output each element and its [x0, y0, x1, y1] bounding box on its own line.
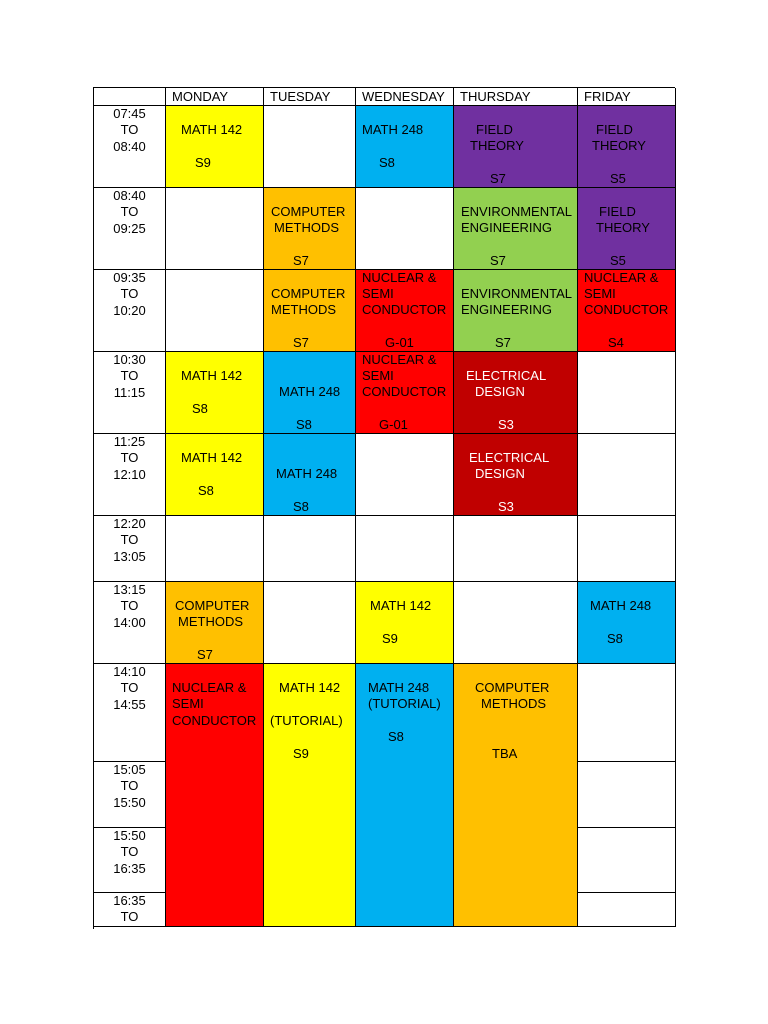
class-text: NUCLEAR &: [362, 270, 437, 285]
class-block: [454, 352, 578, 434]
class-text: SEMI: [172, 696, 204, 711]
class-block: [356, 270, 454, 352]
time-slot: [94, 762, 166, 828]
time-line: TO: [120, 598, 139, 614]
empty-slot: [356, 188, 454, 270]
class-block: [264, 270, 356, 352]
class-text: S8: [293, 499, 309, 514]
class-text: COMPUTER: [175, 598, 250, 613]
header-friday: FRIDAY: [578, 88, 676, 106]
class-text: MATH 142: [279, 680, 341, 695]
class-text: THEORY: [592, 138, 646, 153]
class-block: [454, 434, 578, 516]
time-line: 13:05: [113, 548, 146, 564]
time-line: 09:35: [113, 270, 146, 285]
empty-slot: [166, 270, 264, 352]
class-text: FIELD: [596, 122, 633, 137]
class-block: [454, 664, 578, 927]
empty-slot: [264, 582, 356, 664]
time-line: 12:20: [113, 516, 146, 531]
time-slot: [94, 582, 166, 664]
empty-slot: [356, 434, 454, 516]
time-slot: [94, 828, 166, 893]
class-text: CONDUCTOR: [362, 384, 447, 399]
class-text: FIELD: [599, 204, 636, 219]
class-text: NUCLEAR &: [584, 270, 659, 285]
time-line: 08:40: [113, 188, 146, 203]
class-text: METHODS: [481, 696, 546, 711]
class-text: S5: [610, 171, 626, 186]
class-text: S3: [498, 499, 514, 514]
time-slot: [94, 434, 166, 516]
class-block: [356, 106, 454, 188]
class-block: [454, 188, 578, 270]
class-text: S9: [195, 155, 211, 170]
time-line: 15:50: [113, 828, 146, 843]
class-text: ENVIRONMENTAL: [461, 204, 572, 219]
class-block: [578, 188, 676, 270]
class-text: ENGINEERING: [461, 220, 553, 235]
time-line: TO: [120, 286, 139, 302]
class-block: [166, 352, 264, 434]
header-corner: [94, 88, 166, 106]
header-thursday: THURSDAY: [454, 88, 578, 106]
class-block: [578, 582, 676, 664]
class-text: SEMI: [362, 286, 394, 301]
time-line: 13:15: [113, 582, 146, 597]
class-text: S9: [293, 746, 309, 761]
class-text: ELECTRICAL: [469, 450, 550, 465]
header-wednesday: WEDNESDAY: [356, 88, 454, 106]
time-line: 10:30: [113, 352, 146, 367]
time-slot: [94, 352, 166, 434]
class-text: THEORY: [596, 220, 650, 235]
class-text: NUCLEAR &: [172, 680, 247, 695]
class-text: S7: [495, 335, 511, 350]
class-block: [166, 106, 264, 188]
class-text: (TUTORIAL): [270, 713, 343, 728]
class-text: S8: [192, 401, 208, 416]
empty-slot: [578, 762, 676, 828]
class-text: METHODS: [178, 614, 243, 629]
empty-slot: [264, 106, 356, 188]
time-line: TO: [120, 909, 139, 925]
class-text: MATH 142: [181, 450, 243, 465]
empty-slot: [578, 828, 676, 893]
time-slot: [94, 106, 166, 188]
time-line: TO: [120, 368, 139, 384]
class-text: ELECTRICAL: [466, 368, 547, 383]
time-line: 16:35: [113, 893, 146, 908]
time-line: TO: [120, 844, 139, 860]
class-block: [356, 582, 454, 664]
empty-slot: [264, 516, 356, 582]
class-block: [166, 434, 264, 516]
class-block: [454, 106, 578, 188]
class-text: THEORY: [470, 138, 524, 153]
class-text: MATH 142: [181, 122, 243, 137]
empty-slot: [454, 582, 578, 664]
empty-slot: [166, 516, 264, 582]
class-text: S3: [498, 417, 514, 432]
class-text: MATH 248: [276, 466, 338, 481]
empty-slot: [578, 664, 676, 762]
time-line: 15:05: [113, 762, 146, 777]
time-line: 16:35: [113, 860, 146, 876]
class-block: [454, 270, 578, 352]
time-line: 15:50: [113, 794, 146, 810]
class-text: CONDUCTOR: [584, 302, 669, 317]
time-slot: [94, 893, 166, 927]
class-text: METHODS: [271, 302, 336, 317]
class-block: [166, 664, 264, 927]
time-slot: [94, 270, 166, 352]
class-text: S7: [293, 253, 309, 268]
class-text: S8: [607, 631, 623, 646]
class-text: S7: [490, 253, 506, 268]
time-line: 08:40: [113, 138, 146, 154]
class-block: [578, 106, 676, 188]
class-text: S7: [490, 171, 506, 186]
class-text: CONDUCTOR: [362, 302, 447, 317]
class-text: ENVIRONMENTAL: [461, 286, 572, 301]
class-block: [264, 664, 356, 927]
class-block: [578, 270, 676, 352]
empty-slot: [578, 893, 676, 927]
class-block: [264, 352, 356, 434]
class-text: S5: [610, 253, 626, 268]
class-text: DESIGN: [475, 466, 525, 481]
time-line: TO: [120, 680, 139, 696]
class-text: CONDUCTOR: [172, 713, 257, 728]
time-line: 11:15: [113, 384, 146, 400]
empty-slot: [578, 352, 676, 434]
header-monday: MONDAY: [166, 88, 264, 106]
header-tuesday: TUESDAY: [264, 88, 356, 106]
class-text: METHODS: [274, 220, 339, 235]
class-text: SEMI: [584, 286, 616, 301]
time-line: TO: [120, 532, 139, 548]
time-slot: [94, 664, 166, 762]
class-block: [166, 582, 264, 664]
class-text: MATH 248: [590, 598, 652, 613]
time-line: 12:10: [113, 466, 146, 482]
class-text: FIELD: [476, 122, 513, 137]
class-text: (TUTORIAL): [368, 696, 441, 711]
time-line: TO: [120, 450, 139, 466]
class-text: G-01: [385, 335, 414, 350]
class-text: S8: [198, 483, 214, 498]
class-text: SEMI: [362, 368, 394, 383]
class-text: S4: [608, 335, 624, 350]
class-block: [264, 188, 356, 270]
class-text: S8: [388, 729, 404, 744]
class-text: DESIGN: [475, 384, 525, 399]
empty-slot: [454, 516, 578, 582]
time-slot: [94, 188, 166, 270]
time-line: 14:55: [113, 696, 146, 712]
class-text: S8: [296, 417, 312, 432]
class-text: G-01: [379, 417, 408, 432]
class-text: COMPUTER: [475, 680, 550, 695]
class-text: S7: [293, 335, 309, 350]
time-line: TO: [120, 204, 139, 220]
empty-slot: [578, 516, 676, 582]
time-line: 14:10: [113, 664, 146, 679]
class-text: NUCLEAR &: [362, 352, 437, 367]
class-block: [264, 434, 356, 516]
time-line: 14:00: [113, 614, 146, 630]
time-line: TO: [120, 122, 139, 138]
time-line: TO: [120, 778, 139, 794]
timetable-grid: [93, 87, 675, 929]
class-text: S8: [379, 155, 395, 170]
class-text: COMPUTER: [271, 204, 346, 219]
time-line: 11:25: [113, 434, 146, 449]
class-text: COMPUTER: [271, 286, 346, 301]
class-text: MATH 248: [362, 122, 424, 137]
class-text: TBA: [492, 746, 518, 761]
time-line: 07:45: [113, 106, 146, 121]
class-text: ENGINEERING: [461, 302, 553, 317]
class-text: S7: [197, 647, 213, 662]
class-block: [356, 352, 454, 434]
class-text: MATH 248: [368, 680, 430, 695]
class-text: MATH 142: [181, 368, 243, 383]
empty-slot: [578, 434, 676, 516]
time-line: 10:20: [113, 302, 146, 318]
class-text: MATH 248: [279, 384, 341, 399]
class-text: S9: [382, 631, 398, 646]
class-block: [356, 664, 454, 927]
empty-slot: [356, 516, 454, 582]
time-slot: [94, 516, 166, 582]
empty-slot: [166, 188, 264, 270]
time-line: 09:25: [113, 220, 146, 236]
class-text: MATH 142: [370, 598, 432, 613]
